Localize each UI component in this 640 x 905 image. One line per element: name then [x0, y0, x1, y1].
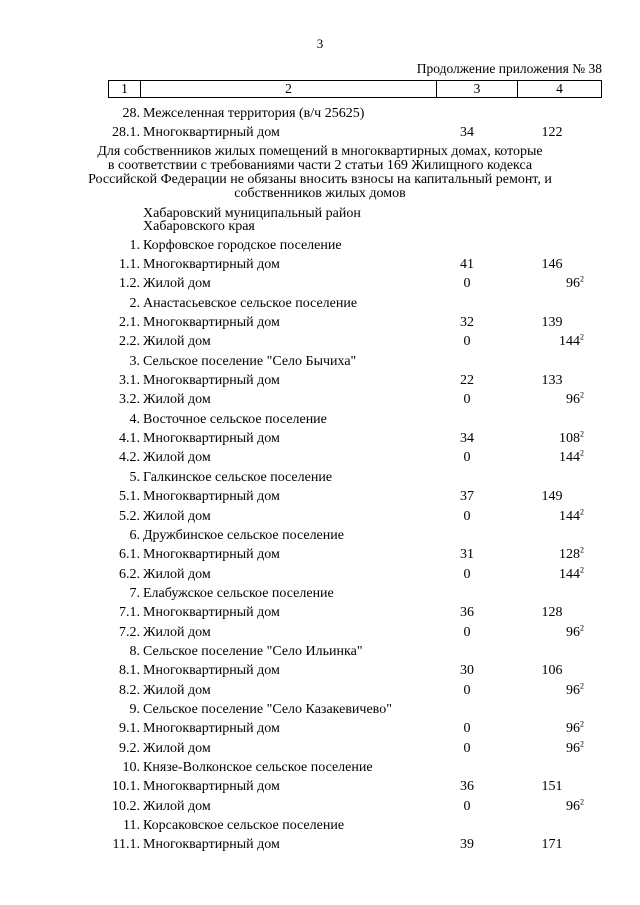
row-value-col4 — [514, 545, 584, 564]
row-value-col4 — [514, 274, 584, 293]
row-name: Многоквартирный дом — [143, 547, 280, 563]
row-number: 3. — [129, 353, 140, 369]
row-number: 5. — [129, 469, 140, 485]
row-number: 5.1. — [119, 489, 140, 505]
row-value-col3: 0 — [463, 334, 471, 350]
row-name: Многоквартирный дом — [143, 489, 280, 505]
footnote-marker: 2 — [580, 429, 584, 439]
row-number: 10. — [122, 759, 140, 775]
footnote-marker: 2 — [580, 719, 584, 729]
footnote-marker: 2 — [580, 274, 584, 284]
table-row — [0, 816, 640, 835]
row-number: 3.2. — [119, 392, 140, 408]
table-row — [0, 603, 640, 622]
row-number: 7. — [129, 585, 140, 601]
row-number: 4.2. — [119, 450, 140, 466]
table-row — [0, 332, 640, 351]
footnote-marker: 2 — [580, 332, 584, 342]
row-value-col4: 133 — [541, 373, 563, 389]
row-name: Жилой дом — [143, 682, 211, 698]
row-name: Корсаковское сельское поселение — [143, 818, 345, 833]
row-value-col4: 122 — [541, 125, 563, 141]
row-value-col4-number: 96 — [566, 392, 580, 408]
row-number: 2.2. — [119, 334, 140, 350]
row-name: Елабужское сельское поселение — [143, 585, 334, 601]
row-number: 11.1. — [112, 837, 140, 853]
row-name: Многоквартирный дом — [143, 373, 280, 389]
table-row — [0, 545, 640, 564]
row-value-col3: 34 — [460, 125, 474, 141]
row-value-col3: 22 — [460, 373, 474, 389]
row-value-col4: 139 — [541, 315, 563, 331]
row-value-col4 — [514, 739, 584, 758]
row-value-col4-number: 144 — [559, 508, 580, 524]
column-header-2: 2 — [141, 81, 437, 98]
row-value-col4-number: 144 — [559, 566, 580, 582]
row-number: 1.1. — [119, 257, 140, 273]
row-value-col4: 149 — [541, 489, 563, 505]
category-note — [0, 143, 640, 202]
table-row — [0, 797, 640, 816]
row-value-col4 — [514, 332, 584, 351]
row-number: 7.1. — [119, 605, 140, 621]
table-row — [0, 526, 640, 545]
row-name: Анастасьевское сельское поселение — [143, 295, 358, 311]
row-value-col3: 0 — [463, 721, 471, 737]
row-number: 4.1. — [119, 431, 140, 447]
row-value-col3: 37 — [460, 489, 474, 505]
table-body — [0, 104, 640, 855]
row-value-col4-number: 108 — [559, 431, 580, 447]
table-row — [0, 777, 640, 796]
row-value-col3: 0 — [463, 798, 471, 814]
row-name: Многоквартирный дом — [143, 605, 280, 621]
table-row — [0, 719, 640, 738]
row-value-col3: 0 — [463, 740, 471, 756]
table-row — [0, 371, 640, 390]
row-name: Многоквартирный дом — [143, 431, 280, 447]
row-value-col4-number: 96 — [566, 740, 580, 756]
row-number: 8.1. — [119, 663, 140, 679]
row-value-col4-number: 144 — [559, 450, 580, 466]
page-number: 3 — [316, 36, 324, 51]
row-number: 5.2. — [119, 508, 140, 524]
row-value-col3: 0 — [463, 624, 471, 640]
row-value-col4-number: 96 — [566, 721, 580, 737]
table-row — [0, 448, 640, 467]
row-value-col4: 171 — [541, 837, 563, 853]
row-value-col4: 128 — [541, 605, 563, 621]
table-row — [0, 390, 640, 409]
table-row — [0, 123, 640, 142]
top-rows — [0, 104, 640, 143]
row-value-col4-number: 128 — [559, 547, 580, 563]
footnote-marker: 2 — [580, 545, 584, 555]
row-value-col3: 36 — [460, 605, 474, 621]
table-row — [0, 236, 640, 255]
row-value-col3: 0 — [463, 682, 471, 698]
row-name: Жилой дом — [143, 276, 211, 292]
continuation-note: Продолжение приложения № 38 — [416, 61, 602, 76]
column-header-3: 3 — [437, 81, 518, 98]
row-value-col4: 151 — [541, 779, 563, 795]
row-name: Многоквартирный дом — [143, 315, 280, 331]
table-row — [0, 835, 640, 854]
column-header-4: 4 — [518, 81, 602, 98]
table-row — [0, 104, 640, 123]
table-row — [0, 410, 640, 429]
row-value-col3: 0 — [463, 392, 471, 408]
row-name: Жилой дом — [143, 740, 211, 756]
table-row — [0, 294, 640, 313]
main-rows — [0, 236, 640, 855]
table-row — [0, 352, 640, 371]
table-row — [0, 429, 640, 448]
row-name: Многоквартирный дом — [143, 125, 280, 141]
row-number: 8. — [129, 643, 140, 659]
row-value-col3: 0 — [463, 566, 471, 582]
note-line: в соответствии с требованиями части 2 статьи 169 Жилищного кодекса — [107, 157, 533, 173]
row-number: 1.2. — [119, 276, 140, 292]
row-name: Корфовское городское поселение — [143, 237, 342, 253]
row-value-col4 — [514, 719, 584, 738]
row-value-col3: 39 — [460, 837, 474, 853]
table-row — [0, 507, 640, 526]
table-row — [0, 313, 640, 332]
row-number: 28.1. — [112, 125, 140, 141]
row-name: Жилой дом — [143, 508, 211, 524]
row-number: 9. — [129, 701, 140, 717]
row-number: 2.1. — [119, 315, 140, 331]
district-heading — [0, 202, 640, 236]
row-name: Сельское поселение "Село Казакевичево" — [143, 701, 392, 717]
row-number: 10.1. — [112, 779, 140, 795]
row-name: Многоквартирный дом — [143, 721, 280, 737]
row-value-col3: 41 — [460, 257, 474, 273]
row-name: Жилой дом — [143, 334, 211, 350]
row-name: Межселенная территория (в/ч 25625) — [143, 106, 365, 121]
table-row — [0, 255, 640, 274]
table-row — [0, 700, 640, 719]
table-row — [0, 739, 640, 758]
footnote-marker: 2 — [580, 738, 584, 748]
row-name: Жилой дом — [143, 450, 211, 466]
row-value-col4-number: 96 — [566, 798, 580, 814]
row-number: 4. — [129, 411, 140, 427]
row-name: Жилой дом — [143, 798, 211, 814]
row-number: 28. — [122, 106, 140, 121]
row-number: 1. — [129, 237, 140, 253]
row-value-col3: 30 — [460, 663, 474, 679]
row-name: Многоквартирный дом — [143, 837, 280, 853]
note-line: собственников жилых домов — [234, 185, 406, 201]
row-name: Жилой дом — [143, 624, 211, 640]
footnote-marker: 2 — [580, 797, 584, 806]
footnote-marker: 2 — [580, 622, 584, 632]
row-value-col4 — [514, 507, 584, 526]
district-line: Хабаровского края — [143, 218, 255, 234]
row-number: 10.2. — [112, 798, 140, 814]
table-row — [0, 565, 640, 584]
table-row — [0, 758, 640, 777]
row-number: 6.2. — [119, 566, 140, 582]
row-value-col4-number: 144 — [559, 334, 580, 350]
row-name: Жилой дом — [143, 566, 211, 582]
table-row — [0, 274, 640, 293]
row-number: 9.1. — [119, 721, 140, 737]
row-value-col4 — [514, 681, 584, 700]
row-value-col4 — [514, 623, 584, 642]
table-row — [0, 468, 640, 487]
row-number: 7.2. — [119, 624, 140, 640]
row-number: 2. — [129, 295, 140, 311]
row-number: 6. — [129, 527, 140, 543]
row-value-col4 — [514, 448, 584, 467]
row-value-col3: 31 — [460, 547, 474, 563]
district-line: Хабаровский муниципальный район — [143, 205, 361, 221]
table-row — [0, 681, 640, 700]
row-name: Сельское поселение "Село Бычиха" — [143, 353, 357, 369]
row-value-col3: 0 — [463, 276, 471, 292]
row-name: Князе-Волконское сельское поселение — [143, 759, 373, 775]
row-name: Восточное сельское поселение — [143, 411, 327, 427]
table-row — [0, 584, 640, 603]
row-value-col4-number: 96 — [566, 682, 580, 698]
row-name: Жилой дом — [143, 392, 211, 408]
footnote-marker: 2 — [580, 448, 584, 458]
row-name: Галкинское сельское поселение — [143, 469, 333, 485]
row-number: 6.1. — [119, 547, 140, 563]
footnote-marker: 2 — [580, 506, 584, 516]
table-row — [0, 623, 640, 642]
row-name: Сельское поселение "Село Ильинка" — [143, 643, 363, 659]
note-line: Российской Федерации не обязаны вносить взносы на капитальный ремонт, и — [88, 171, 552, 187]
row-value-col3: 0 — [463, 508, 471, 524]
column-header-1: 1 — [109, 81, 141, 98]
footnote-marker: 2 — [580, 564, 584, 574]
table-row — [0, 661, 640, 680]
row-value-col3: 34 — [460, 431, 474, 447]
row-number: 11. — [123, 818, 140, 833]
row-name: Дружбинское сельское поселение — [143, 527, 344, 543]
row-value-col4-number: 96 — [566, 276, 580, 292]
row-value-col3: 32 — [460, 315, 474, 331]
row-value-col4 — [514, 797, 584, 816]
row-name: Многоквартирный дом — [143, 779, 280, 795]
footnote-marker: 2 — [580, 680, 584, 690]
row-value-col4 — [514, 429, 584, 448]
row-value-col4-number: 96 — [566, 624, 580, 640]
row-value-col4 — [514, 565, 584, 584]
row-name: Многоквартирный дом — [143, 663, 280, 679]
table-row — [0, 487, 640, 506]
row-number: 9.2. — [119, 740, 140, 756]
footnote-marker: 2 — [580, 390, 584, 400]
row-number: 3.1. — [119, 373, 140, 389]
row-number: 8.2. — [119, 682, 140, 698]
row-name: Многоквартирный дом — [143, 257, 280, 273]
column-header-table — [108, 80, 602, 98]
note-line: Для собственников жилых помещений в многоквартирных домах, которые — [97, 143, 543, 159]
row-value-col4: 146 — [541, 257, 563, 273]
row-value-col3: 36 — [460, 779, 474, 795]
row-value-col4: 106 — [541, 663, 563, 679]
row-value-col3: 0 — [463, 450, 471, 466]
table-row — [0, 642, 640, 661]
row-value-col4 — [514, 390, 584, 409]
